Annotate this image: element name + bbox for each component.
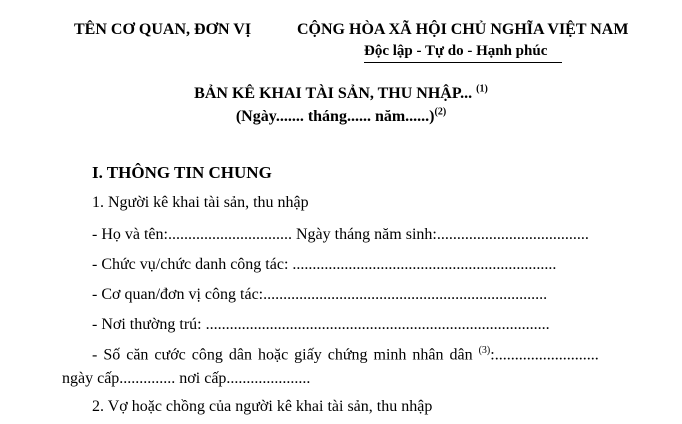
- document-title: [0, 85, 682, 103]
- agency-name-header: TÊN CƠ QUAN, ĐƠN VỊ: [74, 21, 252, 38]
- spouse-item: 2. Vợ hoặc chồng của người kê khai tài sản, thu nhập: [92, 398, 433, 415]
- document-title-text: BẢN KÊ KHAI TÀI SẢN, THU NHẬP...: [194, 85, 473, 102]
- date-footnote-marker: (2): [434, 106, 447, 118]
- id-number-label: - Số căn cước công dân hoặc giấy chứng minh nhân dân: [92, 346, 473, 364]
- agency-line: - Cơ quan/đơn vị công tác:.......................................................................: [92, 286, 548, 303]
- document-date-text: (Ngày....... tháng...... năm......): [235, 108, 435, 125]
- id-number-line: [92, 345, 599, 364]
- section-heading-general-info: I. THÔNG TIN CHUNG: [92, 163, 272, 182]
- motto-underline: [364, 62, 562, 63]
- name-dob-line: - Họ và tên:............................... Ngày tháng năm sinh:......................................: [92, 226, 589, 243]
- title-footnote-marker: (1): [476, 83, 488, 95]
- declarant-item: 1. Người kê khai tài sản, thu nhập: [92, 194, 309, 211]
- issue-date-place-line: ngày cấp.............. nơi cấp.....................: [62, 370, 311, 387]
- national-motto: Độc lập - Tự do - Hạnh phúc: [364, 43, 548, 59]
- position-line: - Chức vụ/chức danh công tác: ..................................................................: [92, 256, 557, 273]
- id-number-dots: :..........................: [490, 346, 599, 364]
- republic-header: CỘNG HÒA XÃ HỘI CHỦ NGHĨA VIỆT NAM: [297, 21, 629, 38]
- document-date: [0, 108, 682, 126]
- id-footnote-marker: (3): [478, 345, 491, 356]
- residence-line: - Nơi thường trú: ......................................................................................: [92, 316, 550, 333]
